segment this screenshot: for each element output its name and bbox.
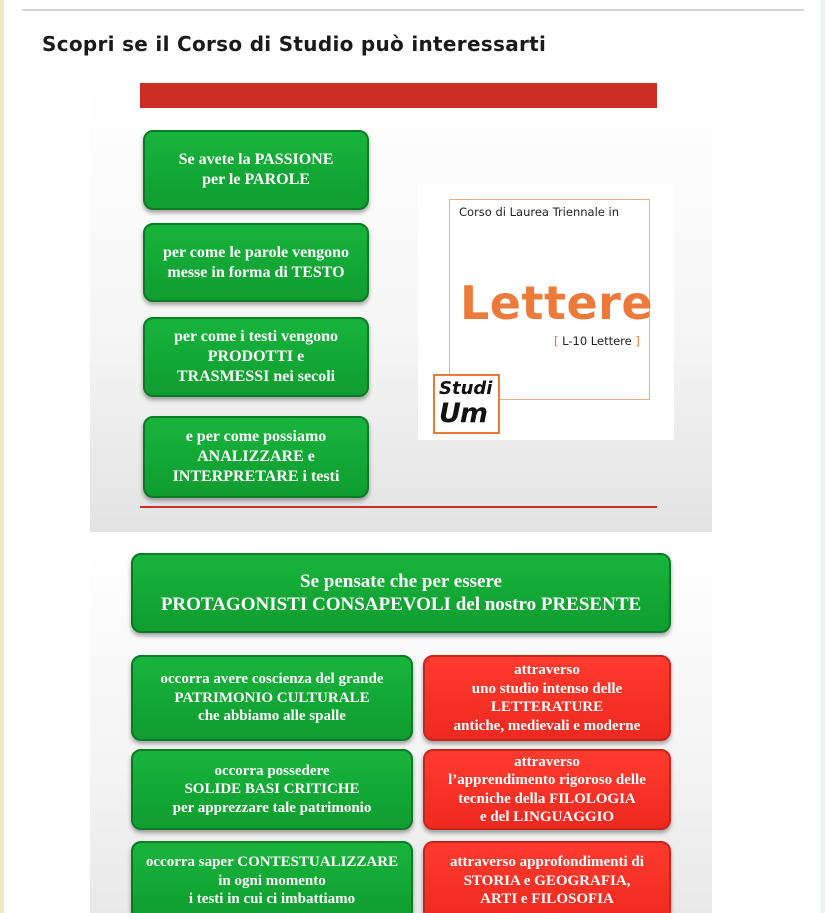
slide-protagonisti-image — [90, 543, 712, 913]
box-line: messe in forma di TESTO — [167, 263, 345, 281]
box-line: uno studio intenso delle — [471, 680, 623, 697]
box-line: occorra avere coscienza del grande — [160, 671, 384, 688]
box-line: e del LINGUAGGIO — [479, 809, 615, 825]
box-line: SOLIDE BASI CRITICHE — [184, 781, 360, 798]
box-line: per come le parole vengono — [162, 243, 350, 261]
interpretare-box — [143, 416, 369, 498]
right-page-edge — [821, 0, 825, 913]
testo-box — [143, 223, 369, 302]
studium-logo — [433, 374, 500, 434]
box-line: ANALIZZARE e — [197, 448, 315, 465]
passione-box — [143, 130, 369, 210]
box-line: ARTI e FILOSOFIA — [480, 891, 614, 908]
box-line: PATRIMONIO CULTURALE — [174, 689, 370, 706]
contestualizzare-box — [131, 841, 413, 913]
basi-critiche-box — [131, 749, 413, 830]
filologia-box — [423, 749, 671, 830]
slide-red-header-bar — [140, 83, 657, 108]
trasmessi-box — [143, 317, 369, 397]
section-heading: Scopri se il Corso di Studio può interessarti — [42, 32, 547, 56]
box-line: occorra saper CONTESTUALIZZARE — [145, 854, 399, 871]
box-line: l’apprendimento rigoroso delle — [448, 772, 646, 788]
cover-title: Lettere — [460, 276, 654, 330]
bracket-close: ] — [635, 334, 640, 348]
box-line: e per come possiamo — [185, 428, 327, 445]
box-line: Se pensate che per essere — [300, 571, 502, 592]
cover-subtitle: Corso di Laurea Triennale in — [459, 205, 619, 219]
protagonisti-header-box — [131, 553, 671, 633]
box-line: TRASMESSI nei secoli — [176, 368, 336, 385]
box-line: i testi in cui ci imbattiamo — [188, 891, 356, 908]
box-line: LETTERATURE — [490, 699, 604, 715]
storia-arti-box — [423, 841, 671, 913]
box-line: Se avete la PASSIONE — [178, 151, 334, 168]
box-line: per apprezzare tale patrimonio — [172, 799, 372, 816]
box-line: per come i testi vengono — [173, 328, 339, 345]
box-line: attraverso — [514, 662, 580, 678]
course-cover — [418, 184, 674, 440]
logo-line-2: Um — [439, 398, 488, 429]
box-line: per le PAROLE — [202, 171, 310, 188]
box-line: tecniche della FILOLOGIA — [458, 790, 636, 807]
cover-course-code — [554, 334, 640, 348]
box-line: occorra possedere — [214, 762, 330, 779]
top-divider — [22, 9, 804, 11]
content-page — [4, 0, 821, 913]
patrimonio-box — [131, 655, 413, 741]
course-code-text: L-10 Lettere — [558, 334, 636, 348]
slide-passione-image — [90, 80, 712, 532]
box-line: INTERPRETARE i testi — [172, 468, 340, 485]
box-line: PROTAGONISTI CONSAPEVOLI del nostro PRESENTE — [160, 594, 642, 615]
box-line: PRODOTTI e — [207, 348, 305, 365]
box-line: antiche, medievali e moderne — [453, 717, 641, 734]
logo-line-1: Studi — [439, 378, 493, 399]
box-line: attraverso approfondimenti di — [450, 854, 644, 871]
box-line: STORIA e GEOGRAFIA, — [463, 872, 631, 889]
bracket-open: [ — [554, 334, 559, 348]
slide-red-footer-line — [140, 506, 657, 508]
letterature-box — [423, 655, 671, 741]
box-line: che abbiamo alle spalle — [198, 708, 346, 725]
box-line: in ogni momento — [218, 872, 326, 889]
box-line: attraverso — [514, 753, 580, 770]
